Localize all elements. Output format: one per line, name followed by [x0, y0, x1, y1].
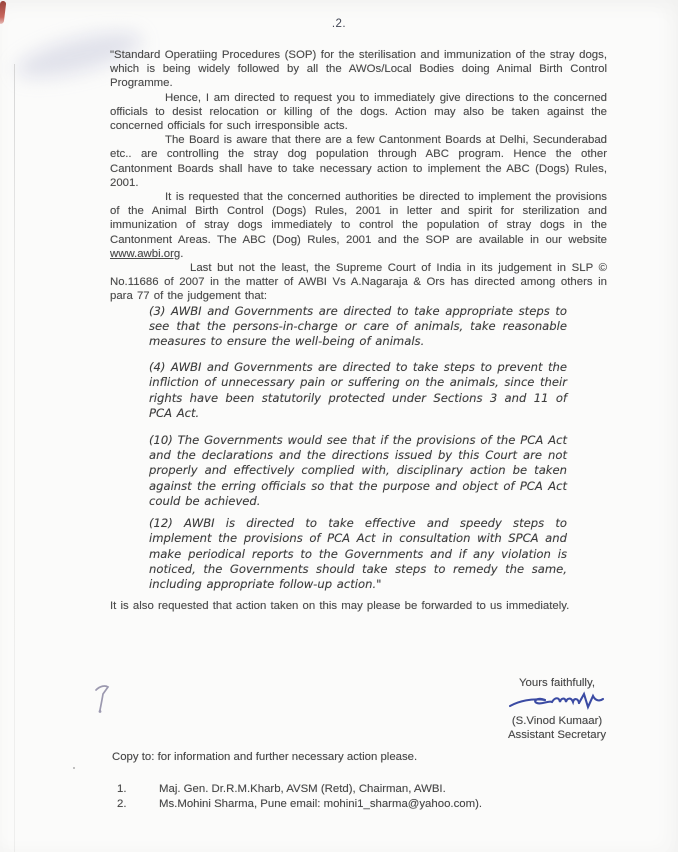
judgement-quote: (10) The Governments would see that if the provisions of the PCA Act and the declarations and the directions issued by this Court are not properly and effectively complied with, disciplinary action be taken against the erring officials so that the purpose and object of PCA Act could be achieved.: [149, 433, 567, 508]
signatory-title: Assistant Secretary: [507, 729, 607, 741]
copy-to-item-text: Maj. Gen. Dr.R.M.Kharb, AVSM (Retd), Chairman, AWBI.: [159, 782, 446, 795]
copy-to-item-text: Ms.Mohini Sharma, Pune email: mohini1_sharma@yahoo.com).: [159, 798, 483, 810]
judgement-quote: (4) AWBI and Governments are directed to take steps to prevent the infliction of unnecessary pain or suffering on the animals, since their rights have been statutorily protected under Sections 3 and 11 of PCA Act.: [149, 360, 567, 420]
page-fold-line: [14, 64, 15, 852]
handwritten-signature-icon: [507, 689, 607, 717]
judgement-quote: (12) AWBI is directed to take effective and speedy steps to implement the provisions of PCA Act in consultation with SPCA and make periodical reports to the Governments and if any violation is noticed, the Governments should take steps to remedy the same, including appropriate follow-up action.": [149, 516, 567, 591]
website-paragraph-period: .: [180, 247, 184, 260]
body-paragraph: The Board is aware that there are a few Cantonment Boards at Delhi, Secunderabad etc.. are controlling the stray dog population through ABC program. Hence the other Cantonment Boards shall have to take necessary action to implement the ABC (Dogs) Rules, 2001.: [110, 134, 607, 189]
signature-block: [498, 676, 616, 742]
body-paragraph-website: [110, 190, 607, 261]
copy-to-heading: Copy to: for information and further necessary action please.: [112, 751, 418, 763]
closing-paragraph: It is also requested that action taken on this may please be forwarded to us immediately.: [110, 600, 570, 613]
letter-body: [110, 48, 607, 613]
scan-speck: [73, 767, 75, 769]
website-link: www.awbi.org: [110, 247, 181, 260]
website-paragraph-text: It is requested that the concerned authorities be directed to implement the provisions of the Animal Birth Control (Dogs) Rules, 2001 in letter and spirit for sterilization and immunization of stray dogs immediately to control the population of stray dogs in the Cantonment Areas. The ABC (Dog) Rules, 2001 and the SOP are available in our website: [110, 191, 607, 246]
body-paragraph: "Standard Operatiing Procedures (SOP) for the sterilisation and immunization of the stray dogs, which is being widely followed by all the AWOs/Local Bodies doing Animal Birth Control Programme.: [110, 49, 607, 90]
judgement-quote: (3) AWBI and Governments are directed to take appropriate steps to see that the persons-in-charge or care of animals, take reasonable measures to ensure the well-being of animals.: [149, 303, 567, 349]
signatory-name: (S.Vinod Kumaar): [511, 715, 603, 727]
copy-to-item-number: 2.: [117, 798, 127, 810]
copy-to-block: [110, 750, 610, 812]
valediction: Yours faithfully,: [519, 677, 595, 689]
copy-to-list: [117, 782, 610, 812]
copy-to-item-number: 1.: [117, 782, 127, 795]
pen-tick-mark: [92, 682, 114, 716]
page-number: .2.: [331, 18, 347, 30]
body-paragraph: Hence, I am directed to request you to immediately give directions to the concerned officials to desist relocation or killing of the dogs. Action may also be taken against the concerned officials for such irresponsible acts.: [110, 91, 607, 133]
body-paragraph: Last but not the least, the Supreme Court of India in its judgement in SLP © No.11686 of 2007 in the matter of AWBI Vs A.Nagaraja & Ors has directed among others in para 77 of the judgement that:: [110, 262, 607, 303]
